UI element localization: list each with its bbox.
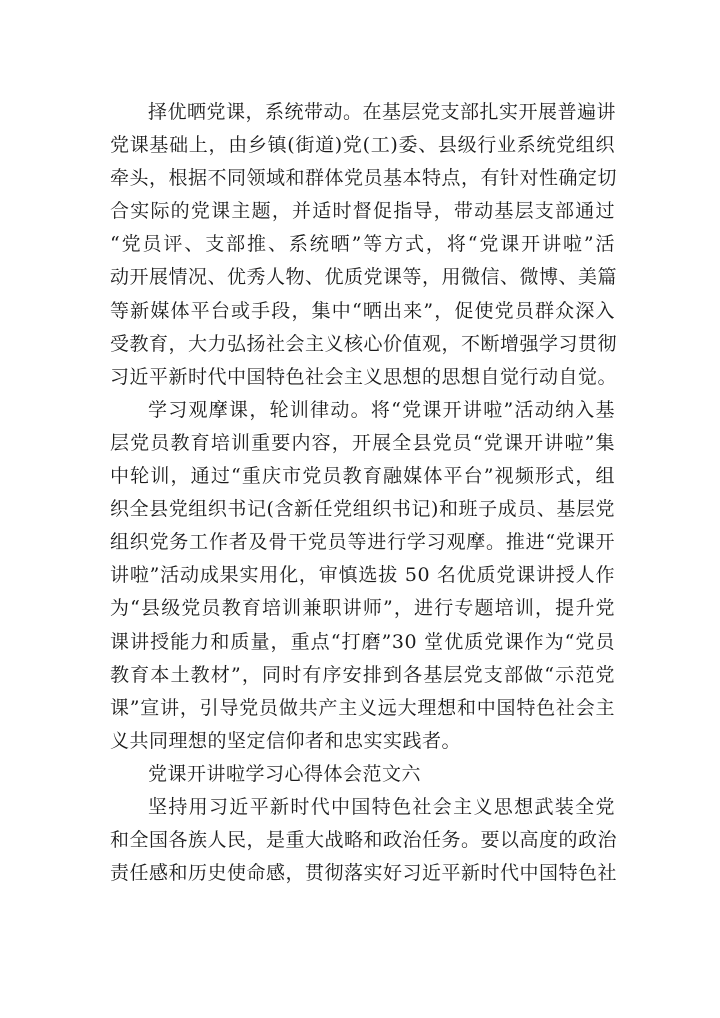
- paragraph-2-line-3: 中轮训，通过“重庆市党员教育融媒体平台”视频形式，组: [110, 465, 615, 488]
- paragraph-2-line-8: 课讲授能力和质量，重点“打磨”30 堂优质党课作为“党员: [110, 630, 615, 653]
- paragraph-1-line-9: 习近平新时代中国特色社会主义思想的思想自觉行动自觉。: [110, 365, 618, 388]
- paragraph-3-line-2: 和全国各族人民，是重大战略和政治任务。要以高度的政治: [110, 829, 618, 852]
- paragraph-1-line-7: 等新媒体平台或手段，集中“晒出来”，促使党员群众深入: [110, 299, 615, 322]
- paragraph-2-line-7: 为“县级党员教育培训兼职讲师”，进行专题培训，提升党: [110, 597, 615, 620]
- paragraph-2-line-9: 教育本土教材”，同时有序安排到各基层党支部做“示范党: [110, 663, 615, 686]
- paragraph-1-line-6: 动开展情况、优秀人物、优质党课等，用微信、微博、美篇: [110, 266, 618, 289]
- paragraph-2-line-6: 讲啦”活动成果实用化，审慎选拔 50 名优质党课讲授人作: [110, 564, 615, 587]
- paragraph-2-line-11: 义共同理想的坚定信仰者和忠实实践者。: [110, 729, 462, 752]
- paragraph-3-line-1: 坚持用习近平新时代中国特色社会主义思想武装全党: [148, 795, 615, 818]
- paragraph-3-line-3: 责任感和历史使命感，贯彻落实好习近平新时代中国特色社: [110, 862, 618, 885]
- paragraph-2-line-5: 组织党务工作者及骨干党员等进行学习观摩。推进“党课开: [110, 531, 615, 554]
- paragraph-2-line-2: 层党员教育培训重要内容，开展全县党员“党课开讲啦”集: [110, 431, 615, 454]
- paragraph-1-line-1: 择优晒党课，系统带动。在基层党支部扎实开展普遍讲: [148, 101, 617, 123]
- paragraph-2-line-1: 学习观摩课，轮训律动。将“党课开讲啦”活动纳入基: [148, 398, 615, 421]
- paragraph-2-line-10: 课”宣讲，引导党员做共产主义远大理想和中国特色社会主: [110, 696, 615, 719]
- paragraph-1-line-5: “党员评、支部推、系统晒”等方式，将“党课开讲啦”活: [110, 233, 615, 256]
- paragraph-1-line-3: 牵头，根据不同领域和群体党员基本特点，有针对性确定切: [110, 167, 618, 190]
- section-heading: 党课开讲啦学习心得体会范文六: [148, 762, 422, 785]
- paragraph-2-line-4: 织全县党组织书记(含新任党组织书记)和班子成员、基层党: [110, 498, 615, 521]
- paragraph-1-line-2: 党课基础上，由乡镇(街道)党(工)委、县级行业系统党组织: [110, 134, 615, 157]
- paragraph-1-line-4: 合实际的党课主题，并适时督促指导，带动基层支部通过: [110, 200, 615, 223]
- paragraph-1-line-8: 受教育，大力弘扬社会主义核心价值观，不断增强学习贯彻: [110, 332, 618, 355]
- document-body: [110, 96, 618, 890]
